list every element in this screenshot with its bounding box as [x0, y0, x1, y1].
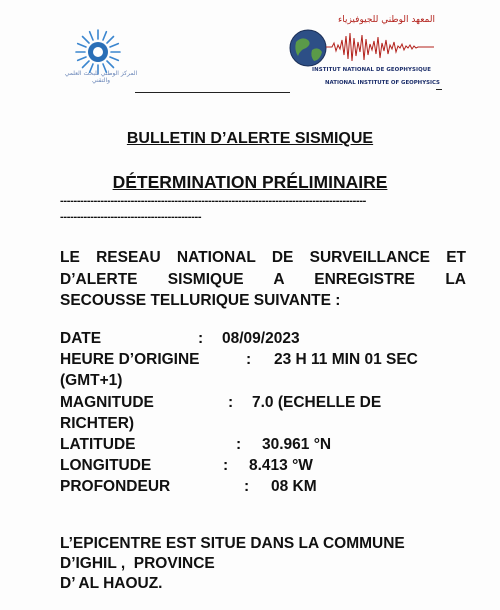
seismogram-icon: [326, 30, 434, 64]
intro-line: SECOUSSE TELLURIQUE SUIVANTE :: [60, 292, 341, 309]
time-value: 23 H 11 MIN 01 SEC: [274, 351, 418, 368]
magnitude-colon: :: [228, 394, 234, 411]
ing-english-name: NATIONAL INSTITUTE OF GEOPHYSICS: [325, 80, 440, 86]
intro-line: D’ALERTE SISMIQUE A ENREGISTRE LA: [60, 270, 466, 288]
time-label: HEURE D’ORIGINE: [60, 351, 200, 368]
cnrst-logo-caption: المركز الوطني للبحث العلمي والتقني: [64, 70, 138, 84]
bulletin-subtitle: [0, 172, 500, 193]
date-label: DATE: [60, 330, 102, 347]
longitude-colon: :: [223, 457, 229, 474]
latitude-colon: :: [236, 436, 242, 453]
header-tick: [436, 89, 442, 90]
globe-icon: [288, 28, 328, 68]
depth-colon: :: [244, 478, 250, 495]
ing-french-name: INSTITUT NATIONAL DE GEOPHYSIQUE: [312, 67, 432, 73]
latitude-value: 30.961 °N: [262, 436, 332, 453]
bulletin-subtitle-text: DÉTERMINATION PRÉLIMINAIRE: [112, 172, 388, 192]
letterhead: [0, 0, 500, 100]
date-value: 08/09/2023: [222, 330, 300, 347]
date-colon: :: [198, 330, 204, 347]
bulletin-title-text: BULLETIN D’ALERTE SISMIQUE: [126, 130, 374, 147]
longitude-label: LONGITUDE: [60, 457, 152, 474]
magnitude-label: MAGNITUDE: [60, 394, 154, 411]
bulletin-title: [0, 130, 500, 148]
header-rule: [135, 92, 290, 93]
time-colon: :: [246, 351, 252, 368]
magnitude-scale: RICHTER): [60, 415, 135, 432]
depth-value: 08 KM: [271, 478, 317, 495]
magnitude-value: 7.0 (ECHELLE DE: [252, 394, 382, 411]
dashed-separator-end: ------------------------------------------: [60, 211, 202, 223]
dashed-separator: -------------------------------------------------------------------------------------------: [60, 195, 367, 207]
longitude-value: 8.413 °W: [249, 457, 313, 474]
epicenter-paragraph: [60, 534, 470, 594]
epicenter-line: D’ AL HAOUZ.: [60, 575, 163, 592]
depth-label: PROFONDEUR: [60, 478, 171, 495]
epicenter-line: D’IGHIL , PROVINCE: [60, 555, 215, 572]
epicenter-line: L’EPICENTRE EST SITUE DANS LA COMMUNE: [60, 535, 405, 552]
intro-line: LE RESEAU NATIONAL DE SURVEILLANCE ET: [60, 249, 466, 266]
ing-arabic-name: المعهد الوطني للجيوفيزياء: [337, 15, 435, 25]
time-zone: (GMT+1): [60, 372, 123, 389]
latitude-label: LATITUDE: [60, 436, 136, 453]
intro-paragraph: [60, 247, 466, 312]
